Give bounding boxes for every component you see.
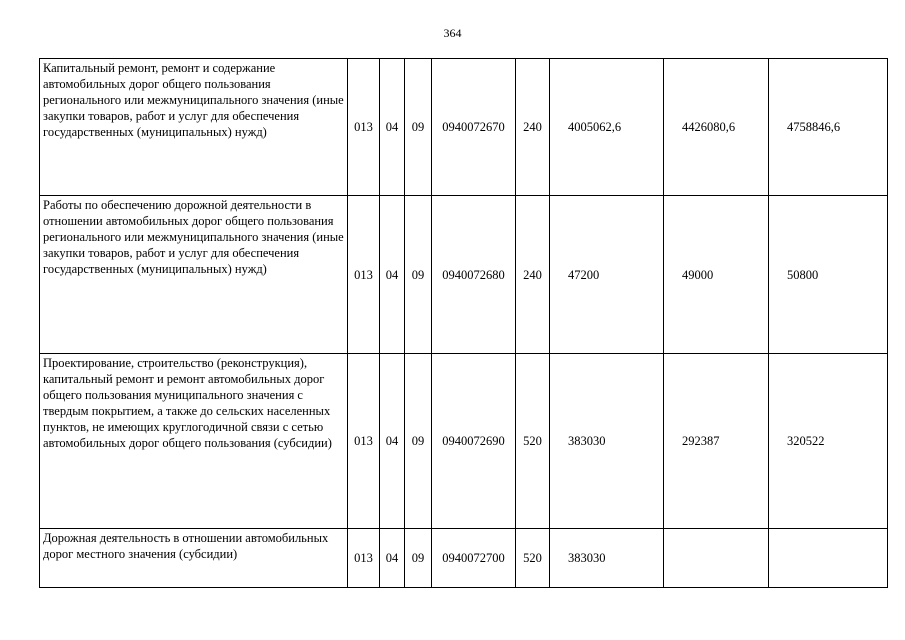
admin-code: 013 bbox=[348, 354, 380, 529]
target-article-code: 0940072670 bbox=[432, 59, 516, 196]
amount-year-3 bbox=[769, 529, 888, 588]
section-code: 04 bbox=[380, 354, 405, 529]
expense-type-code: 240 bbox=[516, 59, 550, 196]
row-description: Дорожная деятельность в отношении автомобильных дорог местного значения (субсидии) bbox=[40, 529, 348, 588]
target-article-code: 0940072680 bbox=[432, 196, 516, 354]
section-code: 04 bbox=[380, 196, 405, 354]
row-description: Работы по обеспечению дорожной деятельности в отношении автомобильных дорог общего пользования регионального или межмуниципального значения (иные закупки товаров, работ и услуг для обеспечения государственных (муниципальных) нужд) bbox=[40, 196, 348, 354]
section-code: 04 bbox=[380, 59, 405, 196]
amount-year-3: 50800 bbox=[769, 196, 888, 354]
row-description: Капитальный ремонт, ремонт и содержание автомобильных дорог общего пользования регионального или межмуниципального значения (иные закупки товаров, работ и услуг для обеспечения государственных (муниципальных) нужд) bbox=[40, 59, 348, 196]
row-description: Проектирование, строительство (реконструкция), капитальный ремонт и ремонт автомобильных дорог общего пользования муниципального значения с твердым покрытием, а также до сельских населенных пунктов, не имеющих круглогодичной связи с сетью автомобильных дорог общего пользования (субсидии) bbox=[40, 354, 348, 529]
amount-year-1: 383030 bbox=[550, 354, 664, 529]
table-row bbox=[40, 196, 888, 354]
budget-table bbox=[39, 58, 888, 588]
admin-code: 013 bbox=[348, 529, 380, 588]
expense-type-code: 520 bbox=[516, 529, 550, 588]
subsection-code: 09 bbox=[405, 196, 432, 354]
target-article-code: 0940072700 bbox=[432, 529, 516, 588]
section-code: 04 bbox=[380, 529, 405, 588]
table-row bbox=[40, 529, 888, 588]
amount-year-1: 47200 bbox=[550, 196, 664, 354]
subsection-code: 09 bbox=[405, 59, 432, 196]
table-row bbox=[40, 354, 888, 529]
amount-year-1: 383030 bbox=[550, 529, 664, 588]
amount-year-3: 4758846,6 bbox=[769, 59, 888, 196]
admin-code: 013 bbox=[348, 196, 380, 354]
expense-type-code: 520 bbox=[516, 354, 550, 529]
amount-year-2: 49000 bbox=[664, 196, 769, 354]
subsection-code: 09 bbox=[405, 354, 432, 529]
page-number: 364 bbox=[443, 26, 462, 40]
admin-code: 013 bbox=[348, 59, 380, 196]
amount-year-2: 292387 bbox=[664, 354, 769, 529]
amount-year-1: 4005062,6 bbox=[550, 59, 664, 196]
amount-year-2 bbox=[664, 529, 769, 588]
expense-type-code: 240 bbox=[516, 196, 550, 354]
amount-year-2: 4426080,6 bbox=[664, 59, 769, 196]
table-row bbox=[40, 59, 888, 196]
subsection-code: 09 bbox=[405, 529, 432, 588]
amount-year-3: 320522 bbox=[769, 354, 888, 529]
target-article-code: 0940072690 bbox=[432, 354, 516, 529]
